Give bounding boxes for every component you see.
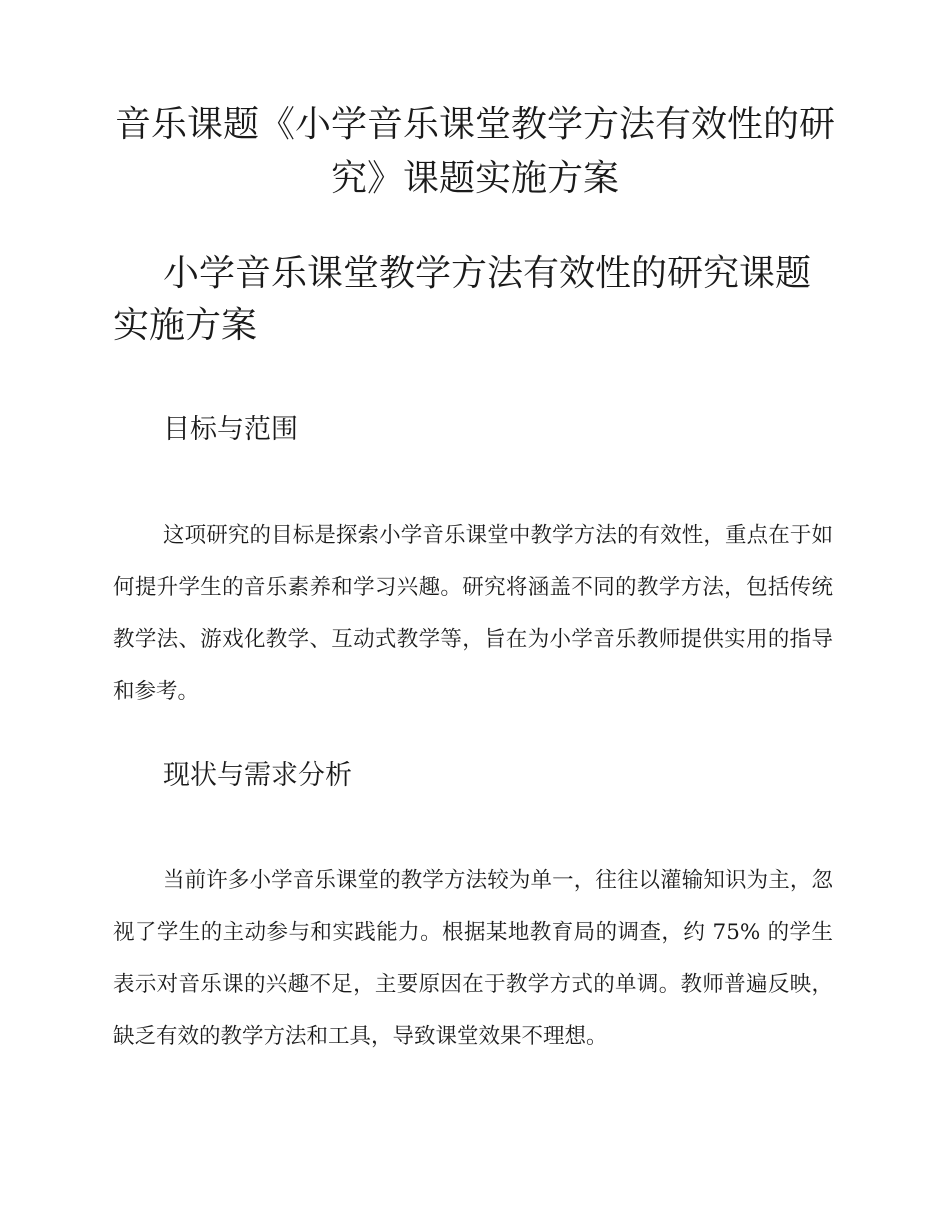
section-title: 小学音乐课堂教学方法有效性的研究课题实施方案 [113,253,812,346]
heading-status-analysis: 现状与需求分析 [163,760,352,791]
paragraph-status-analysis: 当前许多小学音乐课堂的教学方法较为单一，往往以灌输知识为主，忽视了学生的主动参与和实践能力。根据某地教育局的调查，约 75% 的学生表示对音乐课的兴趣不足，主要原因在于教学方式的单调。教师普遍反映，缺乏有效的教学方法和工具，导致课堂效果不理想。 [113,868,833,1049]
document-title: 音乐课题《小学音乐课堂教学方法有效性的研究》课题实施方案 [115,104,836,199]
paragraph-goals-scope: 这项研究的目标是探索小学音乐课堂中教学方法的有效性，重点在于如何提升学生的音乐素养和学习兴趣。研究将涵盖不同的教学方法，包括传统教学法、游戏化教学、互动式教学等，旨在为小学音乐教师提供实用的指导和参考。 [113,523,833,704]
heading-goals-scope: 目标与范围 [163,414,298,445]
